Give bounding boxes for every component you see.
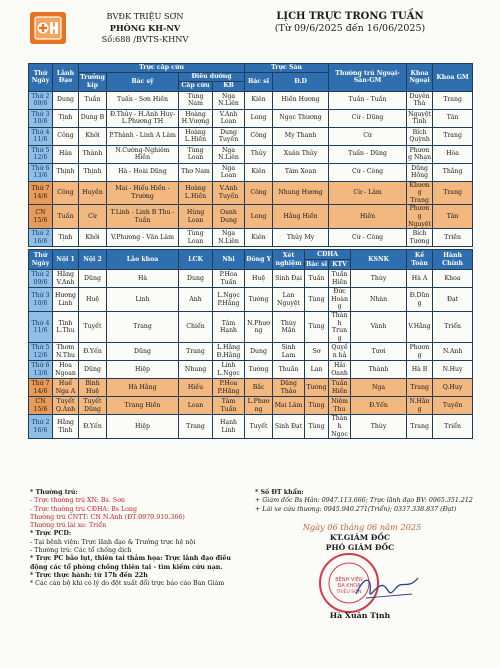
table-row [29,229,473,247]
ksnk-cell: Thành [351,361,407,379]
gm-cell: Tân [433,205,473,229]
ksnk-cell: Thùy [351,270,407,288]
table-row [29,343,473,361]
imaging-doctor-cell: Tùng [305,397,329,415]
doctor-cell: Mai - Hiếu Hiền - Trường [107,181,179,205]
traditional-medicine-cell: N.Phương [245,311,273,342]
header-surgery: Khoa Ngoại [407,64,433,92]
header-doctor: Bác sỹ [107,73,179,92]
imaging-doctor-cell: Sơ [305,343,329,361]
nurse-er-cell: Tùng Loan [179,145,213,163]
header-leader: Lãnh Đạo [53,64,79,92]
signer-name: Hà Xuân Tịnh [329,611,391,620]
ob-midwife-cell: Hiền Hương [273,91,329,109]
header-administration: Hành Chính [433,250,473,270]
notes-section [30,489,240,589]
table-row [29,109,473,127]
day-cell: Thứ 4 11/6 [29,311,53,342]
leader-cell: Thịnh [53,163,79,181]
header-gm: Khoa GM [433,64,473,92]
geriatrics-cell: Hiệp [107,361,179,379]
hospital-logo-icon [30,12,66,44]
doctor-cell: Hà - Hoài Dũng [107,163,179,181]
day-cell: Thứ 2 16/6 [29,415,53,439]
lck-cell: Trang [179,343,213,361]
nurse-kb-cell: Nga N.Liên [213,91,245,109]
team-lead-cell: Dung B [79,109,107,127]
geriatrics-cell: Linh [107,288,179,312]
internal-2-cell: Đ.Yến [79,343,107,361]
administration-cell: Triển [433,311,473,342]
traditional-medicine-cell: Tường [245,361,273,379]
ob-midwife-cell: Nhung Hương [273,181,329,205]
header2-day: Thứ Ngày [29,250,53,270]
leader-cell: Tuấn [53,205,79,229]
imaging-ktv-cell: Tuấn Hiền [329,379,351,397]
administration-cell: Đạt [433,288,473,312]
gm-cell: Tân [433,109,473,127]
svg-text:TRIỆU SƠN: TRIỆU SƠN [336,590,362,595]
leader-cell: Dung [53,91,79,109]
organization-header [90,11,200,46]
nurse-er-cell: Hùng Loan [179,205,213,229]
ob-doctor-cell: Kiên [245,91,273,109]
handwritten-signature-icon [352,568,424,606]
internal-2-cell: Tuyết [79,311,107,342]
regular-cell: Tuấn - Tuấn [329,91,407,109]
imaging-doctor-cell: Tùng [305,288,329,312]
lck-cell: Anh [179,288,213,312]
day-cell: Thứ 5 12/6 [29,343,53,361]
regular-cell: Cừ - Công [329,229,407,247]
administration-cell: N.Anh [433,343,473,361]
header-regular: Thường trú Ngoại-Sản-GM [329,64,407,92]
header-imaging-ktv: KTV [329,260,351,270]
internal-1-cell: Hương Linh [53,288,79,312]
department-name: PHÒNG KH-NV [109,22,181,33]
nurse-kb-cell: Dung Tuyến [213,127,245,145]
header-ksnk: KSNK [351,250,407,270]
document-number: Số:688 /BVTS-KHNV [101,34,189,44]
gm-cell: Triền [433,229,473,247]
leader-cell: Tịnh [53,109,79,127]
internal-2-cell: Tuyết Dũng [79,397,107,415]
nurse-er-cell: Hoàng L.Hiền [179,181,213,205]
ob-midwife-cell: Thủy My [273,229,329,247]
ob-midwife-cell: My Thanh [273,127,329,145]
accounting-cell: Phương [407,343,433,361]
lck-cell: Hiếu [179,379,213,397]
header-day: Thứ Ngày [29,64,53,92]
geriatrics-cell: Hà Hằng [107,379,179,397]
imaging-ktv-cell: Tuấn Hiền [329,270,351,288]
leader-cell: Công [53,181,79,205]
leader-cell: Công [53,127,79,145]
regular-cell: Tuấn - Dũng [329,145,407,163]
header-imaging: CĐHA [305,250,351,260]
administration-cell: N.Huy [433,361,473,379]
nurse-er-cell: Tùng Nam [179,91,213,109]
contact-heading: * Số ĐT khẩn: [255,489,304,496]
accounting-cell: V.Hằng [407,311,433,342]
internal-2-cell: Đ.Yến [79,415,107,439]
internal-2-cell: Dũng [79,361,107,379]
nurse-kb-cell: Oanh Dung [213,205,245,229]
header-internal-2: Nội 2 [79,250,107,270]
ob-doctor-cell: Kiên [245,229,273,247]
signing-date: Ngày 06 tháng 06 năm 2025 [302,522,422,532]
geriatrics-cell: Trang [107,311,179,342]
surgery-cell: Nguyệt Tình [408,110,432,126]
regular-cell: Hiền [329,205,407,229]
laboratory-cell: Sinh Đạt [273,415,305,439]
internal-2-cell: Dũng [79,270,107,288]
pediatrics-cell: L.Ngọc P.Hằng [213,288,245,312]
table-row [29,91,473,109]
ob-midwife-cell: Hằng Hiền [273,205,329,229]
internal-1-cell: Hằng V.Anh [53,270,79,288]
date-range: (Từ 09/6/2025 đến 16/06/2025) [274,23,426,34]
ob-doctor-cell: Công [245,127,273,145]
day-cell: CN 15/6 [29,397,53,415]
day-cell: Thứ 2 09/6 [29,270,53,288]
surgery-cell: Duyên Thà [407,91,433,109]
table-row [29,127,473,145]
note-line: * Trực PC bão lụt, thiên tai thảm họa: Trực lãnh đạo điều động các tổ phòng chống thiên tai - tìm kiếm cứu nạn. [30,555,231,571]
imaging-ktv-cell: Niệm Thu [329,397,351,415]
gm-cell: Thắng [433,163,473,181]
lck-cell: Loan [179,397,213,415]
nurse-kb-cell: Nga N.Liên [213,145,245,163]
note-line: - Trực thường trú CĐHA: Bs Long [30,505,138,513]
gm-cell: Hòa [433,145,473,163]
day-cell: Thứ 5 12/6 [29,145,53,163]
header-emergency: Trực cấp cứu [79,64,245,73]
traditional-medicine-cell: Tường [245,288,273,312]
geriatrics-cell: Dũng [107,343,179,361]
nurse-er-cell: Hoàng H.Vượng [179,109,213,127]
header-traditional-medicine: Đông Y [245,250,273,270]
header-team-lead: Trưởng kíp [79,73,107,92]
geriatrics-cell: Hà [107,270,179,288]
ksnk-cell: Thùy [351,415,407,439]
pediatrics-cell: P.Hoa Tuấn [213,270,245,288]
day-cell: CN 15/6 [29,205,53,229]
note-line: - Tại bệnh viện: Trực lãnh đạo & Trưởng trực hệ nội [30,538,196,546]
ob-midwife-cell: Ngọc Thương [273,109,329,127]
day-cell: Thứ 6 13/6 [29,361,53,379]
doctor-cell: V.Phương - Văn Lâm [107,229,179,247]
traditional-medicine-cell: Tuyết [245,415,273,439]
team-lead-cell: Cừ [79,205,107,229]
table-row [29,415,473,439]
lck-cell: Nhung [179,361,213,379]
internal-2-cell: Bình Huệ [79,379,107,397]
ksnk-cell: Vành [351,311,407,342]
imaging-doctor-cell: Tường [305,379,329,397]
nurse-kb-cell: V.Anh Loan [213,109,245,127]
laboratory-cell: Thuần [273,361,305,379]
regular-cell: Cừ [329,127,407,145]
imaging-ktv-cell: Thành Trung [329,311,351,342]
lck-cell: Trang [179,415,213,439]
svg-text:ĐA KHOA: ĐA KHOA [337,583,361,589]
header-nursing: Điều dưỡng [179,73,245,82]
header-ob-doctor: Bác sĩ [245,73,273,92]
accounting-cell: Hà B [407,361,433,379]
contact-line: + Giám đốc Bs Hân: 0947.113.666; Trực lãnh đạo BV: 0965.351.212 [255,497,473,505]
ob-doctor-cell: Long [245,109,273,127]
contact-line: + Lái xe cứu thương: 0945.940.271(Triển); 0337.338.837 (Đạt) [255,505,457,513]
pediatrics-cell: Linh L.Ngọc [213,361,245,379]
laboratory-cell: Thùy Mận [273,311,305,342]
table-row [29,181,473,205]
accounting-cell: Trang [407,415,433,439]
day-cell: Thứ 7 14/6 [29,379,53,397]
imaging-doctor-cell: Tuấn [305,270,329,288]
pediatrics-cell: Hạnh Linh [213,415,245,439]
pediatrics-cell: Tâm Tuấn [213,397,245,415]
day-cell: Thứ 4 11/6 [29,127,53,145]
traditional-medicine-cell: Bắc [245,379,273,397]
doctor-cell: Tuấn - Sơn Hiền [107,91,179,109]
ksnk-cell: Nhàn [351,288,407,312]
laboratory-cell: Lan Nguyệt [273,288,305,312]
regular-cell: Cừ - Dũng [329,109,407,127]
nurse-kb-cell: V.Anh Tuyến [213,181,245,205]
table-row [29,205,473,229]
nurse-er-cell: Tùng Loan [179,229,213,247]
team-lead-cell: Tuấn [79,91,107,109]
laboratory-cell: Mai Lâm [273,397,305,415]
pediatrics-cell: Tâm Hạnh [213,311,245,342]
internal-1-cell: Hằng Tình [53,415,79,439]
surgery-cell: Khương Trang [407,181,433,205]
header-geriatrics: Lão khoa [107,250,179,270]
ob-doctor-cell: Long [245,205,273,229]
day-cell: Thứ 3 10/6 [29,109,53,127]
geriatrics-cell: Trang Hiền [107,397,179,415]
imaging-doctor-cell: Lan [305,361,329,379]
day-cell: Thứ 7 14/6 [29,181,53,205]
table-row [29,163,473,181]
ksnk-cell: Đ.Yến [351,397,407,415]
note-line: - Trực thường trú XN: Bs. Sơn [30,497,125,505]
page-title: LỊCH TRỰC TRONG TUẦN [276,11,424,22]
accounting-cell: N.Hằng [407,397,433,415]
doctor-cell: N.Cường-Nghiêm Hiền [107,145,179,163]
header-pediatrics: Nhi [213,250,245,270]
lck-cell: Chiến [179,311,213,342]
surgery-cell: Phương Nguyệt [408,205,432,228]
table-row [29,270,473,288]
imaging-ktv-cell: Thành Ngọc [329,415,351,439]
org-name: BVĐK TRIỆU SƠN [106,11,184,21]
ksnk-cell: Nga [351,379,407,397]
laboratory-cell: Sinh Lam [273,343,305,361]
header-imaging-doctor: Bác sĩ [306,260,328,268]
team-lead-cell: Huyền [79,181,107,205]
day-cell: Thứ 2 16/6 [29,229,53,247]
regular-cell: Cừ - Công [329,163,407,181]
team-lead-cell: Khởi [79,127,107,145]
svg-text:BỆNH VIỆN: BỆNH VIỆN [335,577,363,583]
accounting-cell: Trang [407,379,433,397]
internal-2-cell: Huệ [79,288,107,312]
doctor-cell: Đ.Thủy - H.Anh Huy- L.Phương TH [107,109,179,127]
ob-doctor-cell: Thủy [245,145,273,163]
geriatrics-cell: Hiệp [107,415,179,439]
team-lead-cell: Thịnh [79,163,107,181]
header-internal-1: Nội 1 [53,250,79,270]
ob-doctor-cell: Kiên [245,163,273,181]
imaging-ktv-cell: Hải Oanh [329,361,351,379]
table-row [29,288,473,312]
table-row [29,397,473,415]
internal-1-cell: Thơm N.Thu [53,343,79,361]
imaging-ktv-cell: Quyền hả [329,343,351,361]
ksnk-cell: Tươi [351,343,407,361]
nurse-er-cell: Hoàng L.Hiền [179,127,213,145]
ob-midwife-cell: Tâm Xoan [273,163,329,181]
team-lead-cell: Khởi [79,229,107,247]
administration-cell: Q.Huy [433,379,473,397]
administration-cell: Khoa [433,270,473,288]
laboratory-cell: Dũng Thảo [273,379,305,397]
day-cell: Thứ 6 13/6 [29,163,53,181]
header-accounting: Kế Toán [407,250,433,270]
note-line: * Trực PCD: [30,530,72,538]
header-nurse-kb: KB [213,81,245,91]
nurse-kb-cell: Nga N.Liên [213,229,245,247]
laboratory-cell: Sinh Đại [273,270,305,288]
header-ob-midwife: Đ.D [273,73,329,92]
accounting-cell: Hà A [407,270,433,288]
signer-role-1: KT.GIÁM ĐỐC [329,533,391,542]
leader-cell: Tịnh [53,229,79,247]
imaging-doctor-cell: Tùng [305,311,329,342]
note-line: * Các cán bộ khi có lý do đột xuất đổi trực báo cáo Ban Giám [30,580,225,588]
gm-cell: Trang [433,127,473,145]
document-title-block [215,11,485,35]
table-row [29,311,473,342]
table-row [29,361,473,379]
imaging-doctor-cell: Tùng [305,415,329,439]
pediatrics-cell: L.Hằng Đ.Hằng [213,343,245,361]
internal-1-cell: Hoa Ngoan [53,361,79,379]
header-lck: LCK [179,250,213,270]
header-laboratory: Xét nghiệm [273,250,305,270]
gm-cell: Trang [433,91,473,109]
traditional-medicine-cell: L.Phương [245,397,273,415]
day-cell: Thứ 2 09/6 [29,91,53,109]
surgery-cell: Bích Quỳnh [407,127,433,145]
header-obstetric: Trực Sản [245,64,329,73]
internal-1-cell: Tuyết Q.Anh [53,397,79,415]
lck-cell: Dung [179,270,213,288]
imaging-ktv-cell: Đức Hoàng [329,288,351,312]
internal-1-cell: Huế Nga A [53,379,79,397]
doctor-cell: T.Linh - Linh B Thu - Tuấn [107,205,179,229]
note-line: Thường trú lái xe: Triển [30,522,107,530]
administration-cell: Tuyến [433,397,473,415]
pediatrics-cell: P.Hoa P.Hằng [213,379,245,397]
emergency-contacts [255,489,485,514]
signer-role-2: PHÓ GIÁM ĐỐC [325,543,395,552]
table-row [29,379,473,397]
ob-midwife-cell: Xuân Thủy [273,145,329,163]
administration-cell: Triển [433,415,473,439]
team-lead-cell: Thành [79,145,107,163]
internal-1-cell: Tình L.Thu [53,311,79,342]
ob-doctor-cell: Công [245,181,273,205]
table-row [29,145,473,163]
surgery-cell: Phương Nhạn [408,146,432,162]
surgery-cell: Dũng Hồng [407,163,433,181]
doctor-cell: P.Thành - Linh A Lâm [107,127,179,145]
surgery-cell: Bích Tường [407,229,433,247]
header-nurse-er: Cấp cứu [179,81,213,91]
duty-schedule-table [28,63,473,439]
leader-cell: Hân [53,145,79,163]
traditional-medicine-cell: Huệ [245,270,273,288]
day-cell: Thứ 3 10/6 [29,288,53,312]
nurse-kb-cell: Nga Loan [213,163,245,181]
note-line: Thường trú CNTT: CN N.Anh (ĐT:0979.910.366) [30,513,185,521]
note-line: - Thường trú: Các tổ chống dịch [30,547,132,555]
gm-cell: Trang [433,181,473,205]
regular-cell: Cừ - Lâm [329,181,407,205]
note-line: * Trực thực hành: từ 17h đến 22h [30,571,148,579]
nurse-er-cell: Thơ Nam [179,163,213,181]
note-line: * Thường trú: [30,489,78,496]
accounting-cell: Đ.Dũng [407,288,433,312]
traditional-medicine-cell: Dung [245,343,273,361]
